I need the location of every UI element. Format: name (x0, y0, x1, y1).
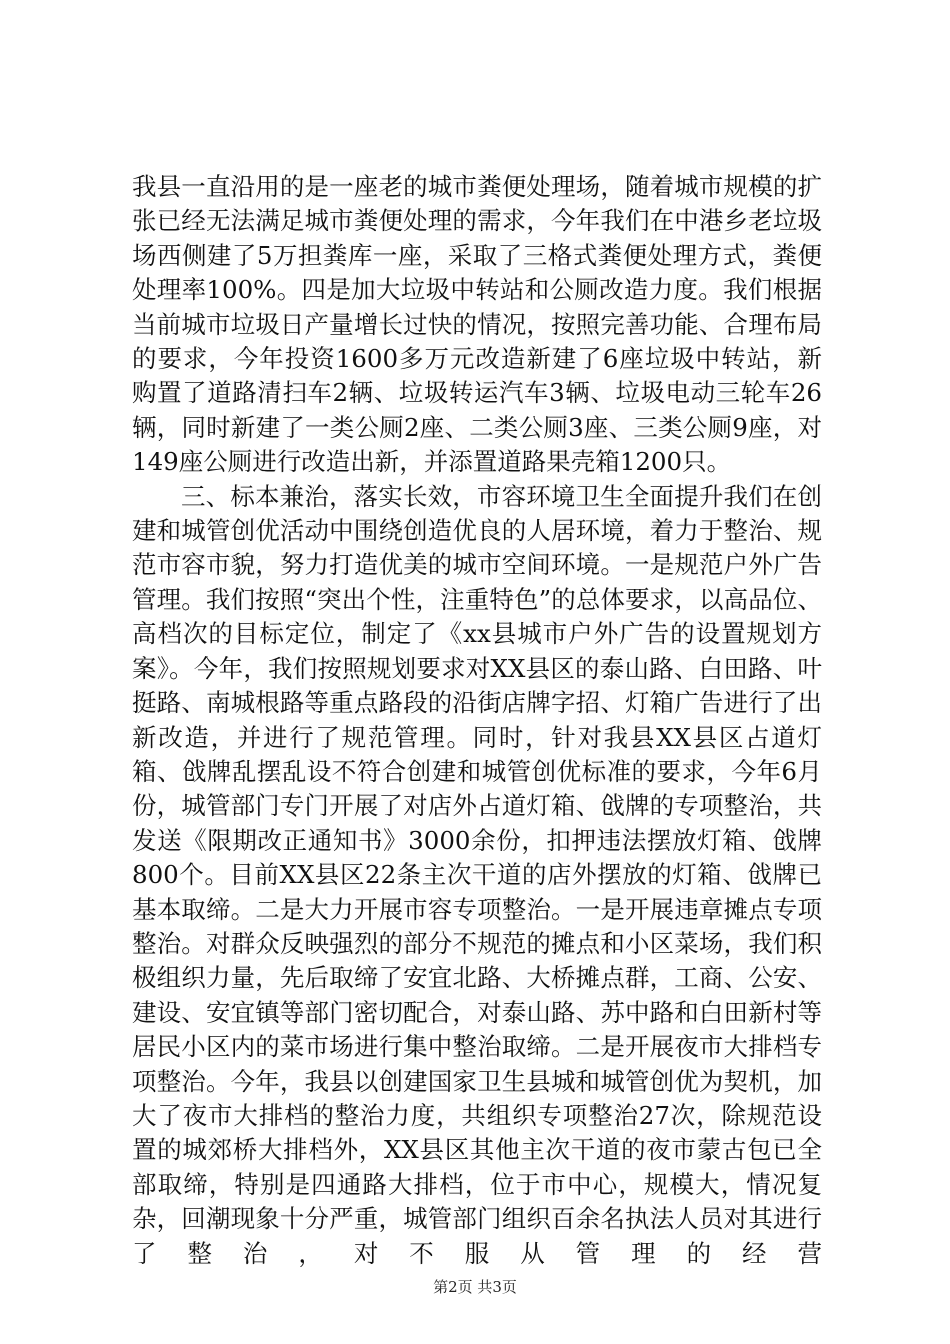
document-body (132, 170, 822, 1271)
paragraph-1: 我县一直沿用的是一座老的城市粪便处理场，随着城市规模的扩张已经无法满足城市粪便处理的需求，今年我们在中港乡老垃圾场西侧建了5万担粪库一座，采取了三格式粪便处理方式，粪便处理率100%。四是加大垃圾中转站和公厕改造力度。我们根据当前城市垃圾日产量增长过快的情况，按照完善功能、合理布局的要求，今年投资1600多万元改造新建了6座垃圾中转站，新购置了道路清扫车2辆、垃圾转运汽车3辆、垃圾电动三轮车26辆，同时新建了一类公厕2座、二类公厕3座、三类公厕9座，对149座公厕进行改造出新，并添置道路果壳箱1200只。 (132, 172, 822, 477)
paragraph-2: 三、标本兼治，落实长效，市容环境卫生全面提升我们在创建和城管创优活动中围绕创造优良的人居环境，着力于整治、规范市容市貌，努力打造优美的城市空间环境。一是规范户外广告管理。我们按照“突出个性，注重特色”的总体要求，以高品位、高档次的目标定位，制定了《xx县城市户外广告的设置规划方案》。今年，我们按照规划要求对XX县区的泰山路、白田路、叶挺路、南城根路等重点路段的沿街店牌字招、灯箱广告进行了出新改造，并进行了规范管理。同时，针对我县XX县区占道灯箱、戗牌乱摆乱设不符合创建和城管创优标准的要求，今年6月份，城管部门专门开展了对店外占道灯箱、戗牌的专项整治，共发送《限期改正通知书》3000余份，扣押违法摆放灯箱、戗牌800个。目前XX县区22条主次干道的店外摆放的灯箱、戗牌已基本取缔。二是大力开展市容专项整治。一是开展违章摊点专项整治。对群众反映强烈的部分不规范的摊点和小区菜场，我们积极组织力量，先后取缔了安宜北路、大桥摊点群，工商、公安、建设、安宜镇等部门密切配合，对泰山路、苏中路和白田新村等居民小区内的菜市场进行集中整治取缔。二是开展夜市大排档专项整治。今年，我县以创建国家卫生县城和城管创优为契机，加大了夜市大排档的整治力度，共组织专项整治27次，除规范设置的城郊桥大排档外，XX县区其他主次干道的夜市蒙古包已全部取缔，特别是四通路大排档，位于市中心，规模大，情况复杂，回潮现象十分严重，城管部门组织百余名执法人员对其进行了整治，对不服从管理的经营 (132, 481, 822, 1268)
page-footer: 第2页 共3页 (433, 1278, 517, 1296)
